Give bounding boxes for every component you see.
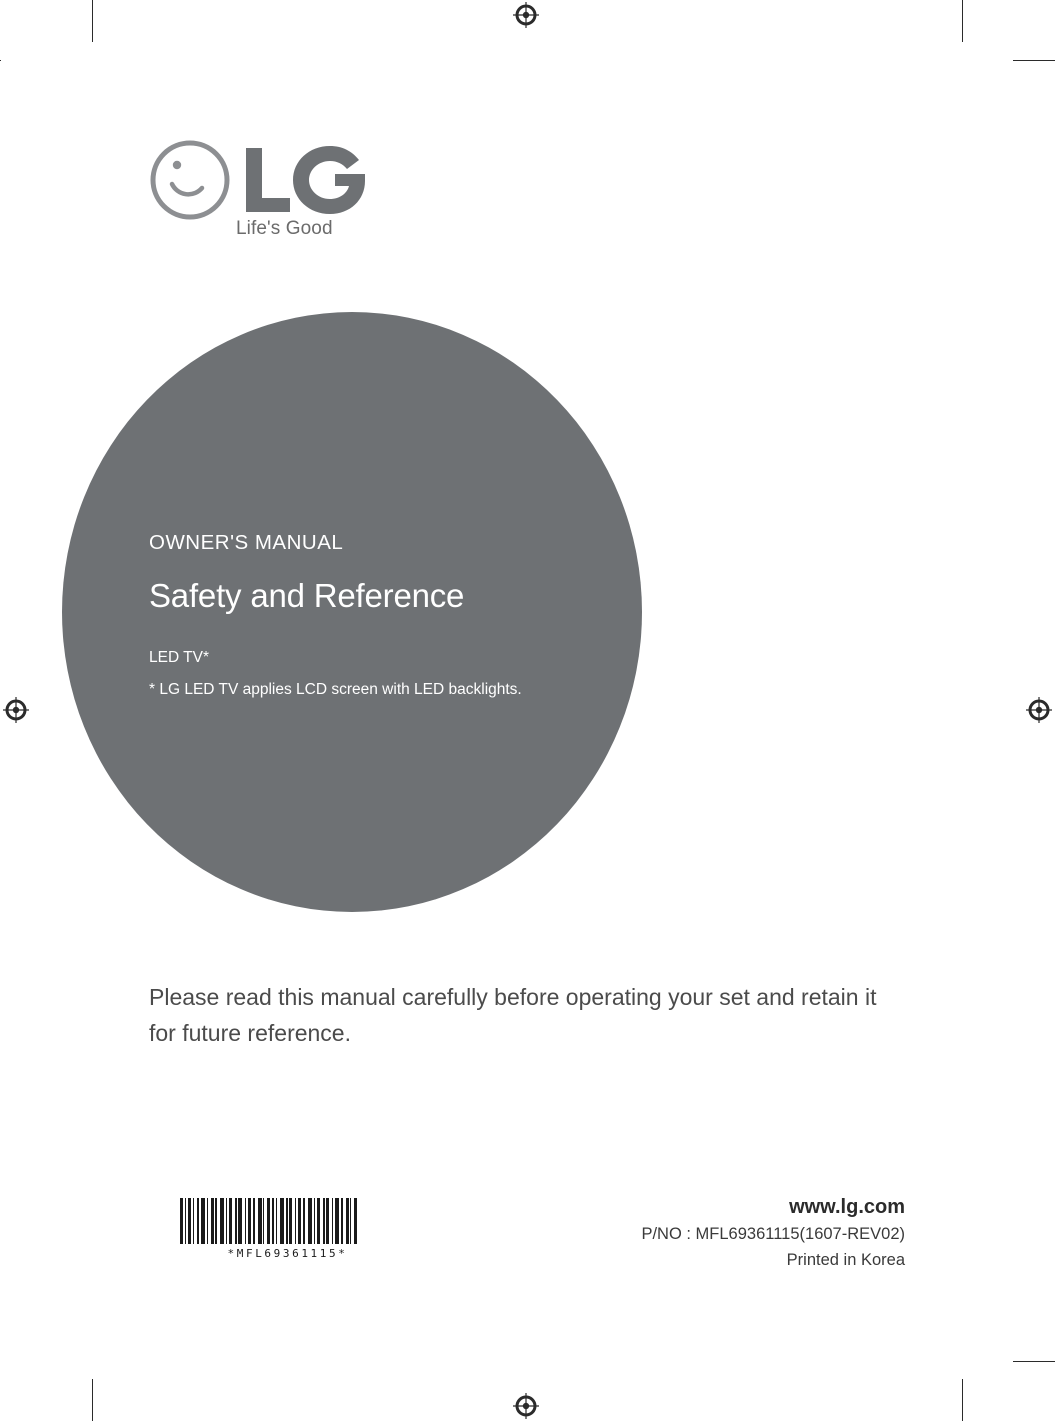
crop-mark-right-edge-horizontal (1013, 60, 1055, 61)
barcode-icon (180, 1198, 395, 1244)
cover-kicker: OWNER'S MANUAL (149, 531, 344, 554)
website-url: www.lg.com (789, 1196, 905, 1218)
crop-mark-top-left-vertical (92, 0, 93, 42)
cover-text-block (149, 532, 619, 700)
crop-mark-bottom-right-vertical (962, 1379, 963, 1421)
crop-mark-right-edge-horizontal-bottom (1013, 1361, 1055, 1362)
registration-target-bottom (513, 1393, 539, 1419)
crop-mark-bottom-left-vertical (92, 1379, 93, 1421)
lg-tagline: Life's Good (236, 218, 333, 239)
registration-target-right (1026, 697, 1052, 723)
instruction-text: Please read this manual carefully before operating your set and retain it for future reference. (149, 984, 877, 1046)
product-footnote: * LG LED TV applies LCD screen with LED backlights. (149, 680, 522, 698)
crop-mark-top-right-vertical (962, 0, 963, 42)
barcode-label: *MFL69361115* (227, 1247, 348, 1260)
page-title: Safety and Reference (149, 576, 465, 614)
part-number: P/NO : MFL69361115(1607-REV02) (641, 1225, 905, 1243)
registration-target-top (513, 2, 539, 28)
registration-target-left (3, 697, 29, 723)
lg-logo-icon (150, 140, 410, 220)
barcode (180, 1198, 395, 1260)
document-meta (641, 1192, 905, 1273)
crop-mark-left-top-horizontal (0, 60, 1, 61)
lg-logo (150, 140, 410, 250)
printed-in: Printed in Korea (786, 1250, 905, 1269)
product-name: LED TV* (149, 649, 210, 667)
